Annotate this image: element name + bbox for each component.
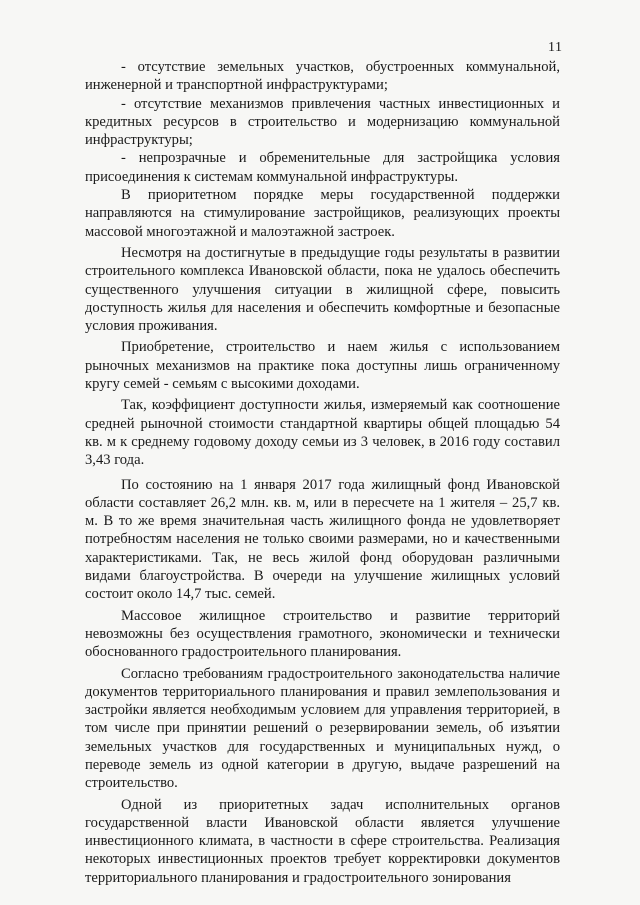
- paragraph: Одной из приоритетных задач исполнительных органов государственной власти Ивановской области является улучшение инвестиционного климата, в частности в сфере строительства. Реализация некоторых инвестиционных проектов требует корректировки документов территориального планирования и градостроительного зонирования: [85, 796, 560, 886]
- bullet-item: - отсутствие механизмов привлечения частных инвестиционных и кредитных ресурсов в строительство и модернизацию коммунальной инфраструктуры;: [85, 95, 560, 149]
- paragraph: Согласно требованиям градостроительного законодательства наличие документов территориального планирования и правил землепользования и застройки является необходимым условием для управления территорией, в том числе при принятии решений о резервировании земель, об изъятии земельных участков для государственных и муниципальных нужд, о переводе земель из одной категории в другую, выдаче разрешений на строительство.: [85, 665, 560, 792]
- paragraph: По состоянию на 1 января 2017 года жилищный фонд Ивановской области составляет 26,2 млн. кв. м, или в пересчете на 1 жителя – 25,7 кв. м. В то же время значительная часть жилищного фонда не удовлетворяет потребностям населения не только своими размерами, но и качественными характеристиками. Так, не весь жилой фонд оборудован различными видами благоустройства. В очереди на улучшение жилищных условий состоит около 14,7 тыс. семей.: [85, 476, 560, 603]
- bullet-item: - отсутствие земельных участков, обустроенных коммунальной, инженерной и транспортной инфраструктурами;: [85, 59, 560, 94]
- bullet-item: - непрозрачные и обременительные для застройщика условия присоединения к системам коммунальной инфраструктуры.: [85, 150, 560, 185]
- document-body: [85, 58, 560, 887]
- page-number: 11: [548, 40, 563, 55]
- paragraph: Так, коэффициент доступности жилья, измеряемый как соотношение средней рыночной стоимости стандартной квартиры общей площадью 54 кв. м к среднему годовому доходу семьи из 3 человек, в 2016 году составил 3,43 года.: [85, 397, 560, 469]
- paragraph: В приоритетном порядке меры государственной поддержки направляются на стимулирование застройщиков, реализующих проекты массовой многоэтажной и малоэтажной застроек.: [85, 187, 560, 240]
- paragraph: Приобретение, строительство и наем жилья с использованием рыночных механизмов на практике пока доступны лишь ограниченному кругу семей - семьям с высокими доходами.: [85, 339, 560, 393]
- paragraph: Массовое жилищное строительство и развитие территорий невозможны без осуществления грамотного, экономически и технически обоснованного градостроительного планирования.: [85, 607, 560, 661]
- paragraph: Несмотря на достигнутые в предыдущие годы результаты в развитии строительного комплекса Ивановской области, пока не удалось обеспечить существенного улучшения ситуации в жилищной сфере, повысить доступность жилья для населения и обеспечить комфортные и безопасные условия проживания.: [85, 244, 560, 335]
